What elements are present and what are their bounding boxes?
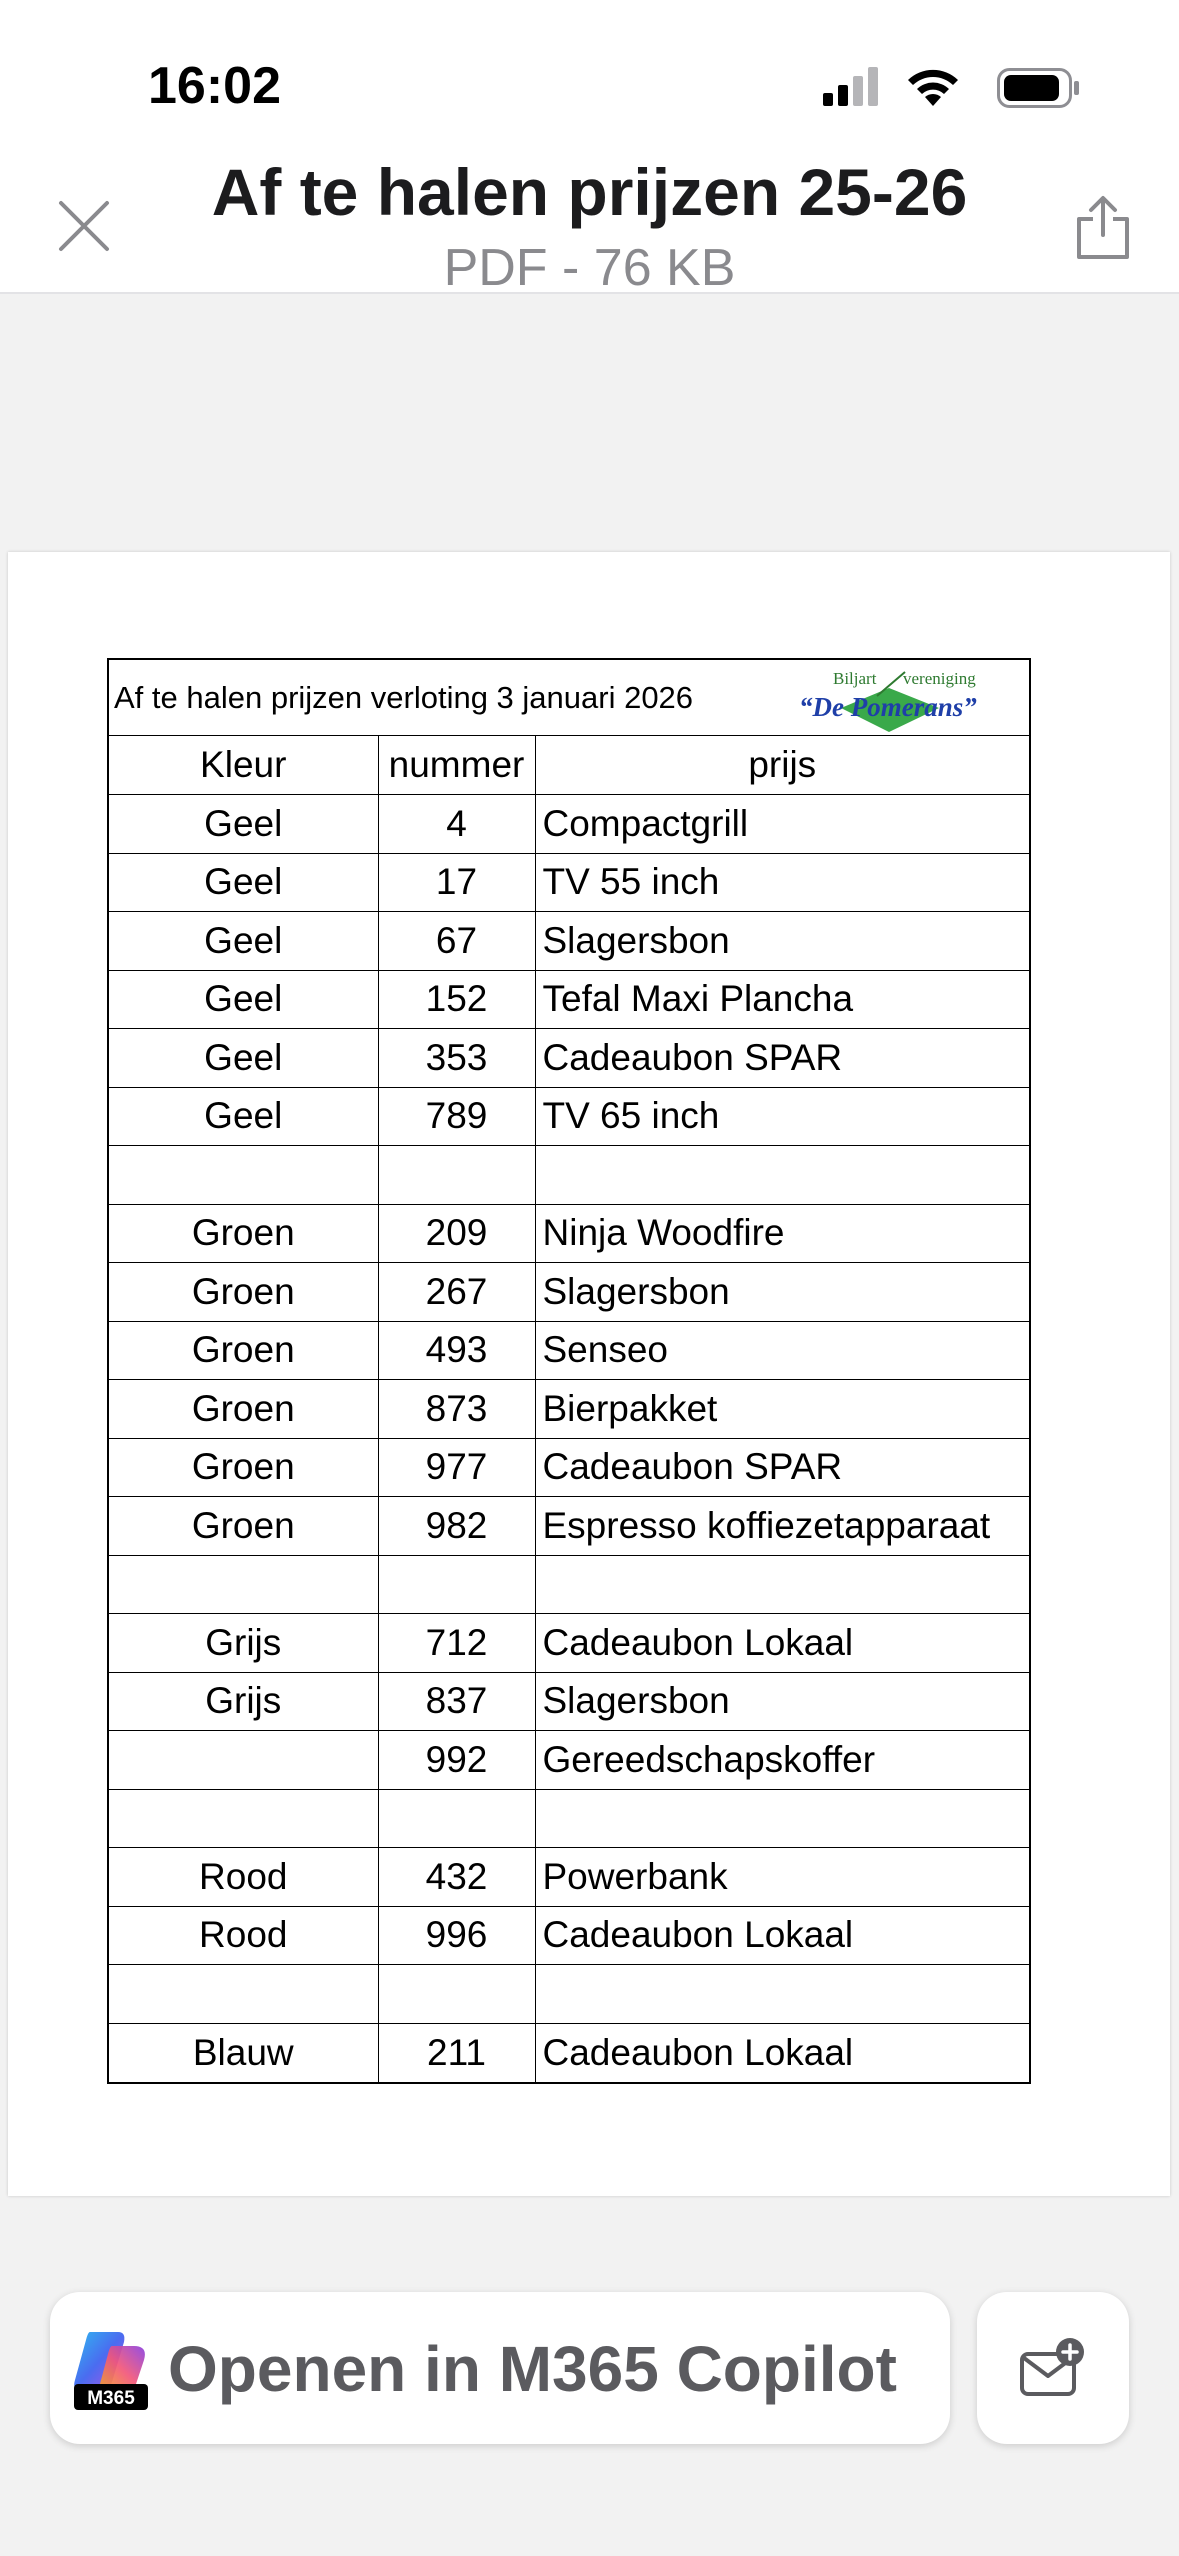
cell-prijs: Cadeaubon SPAR: [535, 1029, 1029, 1088]
cell-prijs: Slagersbon: [535, 1263, 1029, 1322]
column-header-kleur: Kleur: [109, 736, 378, 795]
status-icons: [811, 66, 1081, 110]
share-icon: [1073, 195, 1133, 261]
cell-kleur: Geel: [109, 1029, 378, 1088]
cell-nummer: 67: [378, 912, 535, 971]
document-header: [0, 150, 1179, 294]
table-row: [109, 1906, 1029, 1965]
send-mail-button[interactable]: [977, 2292, 1129, 2444]
cell-nummer: [378, 1555, 535, 1614]
sheet-title: Af te halen prijzen verloting 3 januari 2026: [114, 680, 694, 715]
cell-prijs: Tefal Maxi Plancha: [535, 970, 1029, 1029]
battery-icon: [997, 68, 1081, 108]
cell-prijs: Slagersbon: [535, 912, 1029, 971]
cell-nummer: 267: [378, 1263, 535, 1322]
cell-nummer: 432: [378, 1848, 535, 1907]
table-row: [109, 1965, 1029, 2024]
pdf-page[interactable]: [8, 552, 1170, 2196]
table-row: [109, 1789, 1029, 1848]
cell-nummer: 152: [378, 970, 535, 1029]
cell-nummer: [378, 1965, 535, 2024]
cell-nummer: 17: [378, 853, 535, 912]
cell-prijs: Espresso koffiezetapparaat: [535, 1497, 1029, 1556]
cell-nummer: 493: [378, 1321, 535, 1380]
cell-kleur: Geel: [109, 795, 378, 854]
m365-copilot-icon: [68, 2326, 154, 2412]
cell-nummer: 4: [378, 795, 535, 854]
cell-prijs: [535, 1789, 1029, 1848]
cell-nummer: 712: [378, 1614, 535, 1673]
cell-kleur: Groen: [109, 1263, 378, 1322]
cell-kleur: Rood: [109, 1906, 378, 1965]
table-row: [109, 1731, 1029, 1790]
cell-nummer: 992: [378, 1731, 535, 1790]
open-in-copilot-label: Openen in M365 Copilot: [168, 2333, 897, 2405]
cell-kleur: [109, 1789, 378, 1848]
cell-kleur: Blauw: [109, 2023, 378, 2082]
cell-nummer: 837: [378, 1672, 535, 1731]
cell-kleur: [109, 1731, 378, 1790]
table-row: [109, 912, 1029, 971]
cell-nummer: 982: [378, 1497, 535, 1556]
cell-nummer: 789: [378, 1087, 535, 1146]
cell-prijs: Ninja Woodfire: [535, 1204, 1029, 1263]
document-subtitle: PDF - 76 KB: [443, 240, 736, 294]
cell-nummer: 996: [378, 1906, 535, 1965]
cell-nummer: 873: [378, 1380, 535, 1439]
cell-kleur: Groen: [109, 1321, 378, 1380]
table-row: [109, 1146, 1029, 1205]
column-header-prijs: prijs: [535, 736, 1029, 795]
close-button[interactable]: [50, 192, 118, 260]
cell-nummer: 977: [378, 1438, 535, 1497]
cell-prijs: Gereedschapskoffer: [535, 1731, 1029, 1790]
cell-prijs: Cadeaubon Lokaal: [535, 2023, 1029, 2082]
cell-prijs: [535, 1965, 1029, 2024]
sheet-heading-row: [109, 660, 1029, 736]
cell-kleur: Groen: [109, 1380, 378, 1439]
cell-prijs: Cadeaubon Lokaal: [535, 1906, 1029, 1965]
cell-kleur: [109, 1965, 378, 2024]
document-title: Af te halen prijzen 25-26: [211, 155, 968, 229]
table-row: [109, 1848, 1029, 1907]
table-row: [109, 970, 1029, 1029]
cell-kleur: Groen: [109, 1438, 378, 1497]
cell-nummer: [378, 1146, 535, 1205]
table-row: [109, 1087, 1029, 1146]
mail-add-icon: [1018, 2336, 1088, 2400]
cell-kleur: [109, 1146, 378, 1205]
signal-icon: [821, 66, 881, 106]
table-row: [109, 1321, 1029, 1380]
cell-kleur: Grijs: [109, 1614, 378, 1673]
svg-text:Biljart: Biljart: [833, 669, 877, 688]
cell-nummer: 209: [378, 1204, 535, 1263]
cell-kleur: Geel: [109, 1087, 378, 1146]
cell-kleur: Rood: [109, 1848, 378, 1907]
status-time: 16:02: [148, 57, 281, 115]
table-row: [109, 2023, 1029, 2082]
cell-prijs: [535, 1555, 1029, 1614]
cell-prijs: TV 55 inch: [535, 853, 1029, 912]
cell-prijs: Powerbank: [535, 1848, 1029, 1907]
cell-nummer: [378, 1789, 535, 1848]
table-row: [109, 795, 1029, 854]
table-header-row: [109, 736, 1029, 795]
cell-prijs: Slagersbon: [535, 1672, 1029, 1731]
prize-sheet: [107, 658, 1031, 2084]
share-button[interactable]: [1067, 188, 1139, 268]
open-in-copilot-button[interactable]: [50, 2292, 950, 2444]
cell-kleur: Geel: [109, 970, 378, 1029]
cell-kleur: Groen: [109, 1497, 378, 1556]
cell-prijs: Cadeaubon Lokaal: [535, 1614, 1029, 1673]
club-logo: [781, 666, 991, 732]
column-header-nummer: nummer: [378, 736, 535, 795]
table-row: [109, 853, 1029, 912]
table-row: [109, 1029, 1029, 1088]
cell-kleur: [109, 1555, 378, 1614]
table-row: [109, 1614, 1029, 1673]
cell-prijs: [535, 1146, 1029, 1205]
cell-prijs: Compactgrill: [535, 795, 1029, 854]
svg-text:“De Pomerans”: “De Pomerans”: [799, 692, 977, 722]
table-row: [109, 1380, 1029, 1439]
table-row: [109, 1497, 1029, 1556]
cell-prijs: Bierpakket: [535, 1380, 1029, 1439]
table-row: [109, 1263, 1029, 1322]
status-bar: [0, 0, 1179, 150]
wifi-icon: [905, 66, 961, 108]
svg-text:vereniging: vereniging: [903, 669, 976, 688]
cell-kleur: Geel: [109, 853, 378, 912]
cell-prijs: TV 65 inch: [535, 1087, 1029, 1146]
table-row: [109, 1204, 1029, 1263]
close-icon: [57, 199, 111, 253]
cell-prijs: Cadeaubon SPAR: [535, 1438, 1029, 1497]
cell-kleur: Groen: [109, 1204, 378, 1263]
prize-table: [109, 736, 1029, 2082]
table-row: [109, 1438, 1029, 1497]
copilot-badge-text: M365: [87, 2388, 135, 2409]
cell-prijs: Senseo: [535, 1321, 1029, 1380]
cell-kleur: Grijs: [109, 1672, 378, 1731]
cell-nummer: 211: [378, 2023, 535, 2082]
cell-nummer: 353: [378, 1029, 535, 1088]
cell-kleur: Geel: [109, 912, 378, 971]
table-row: [109, 1672, 1029, 1731]
table-row: [109, 1555, 1029, 1614]
